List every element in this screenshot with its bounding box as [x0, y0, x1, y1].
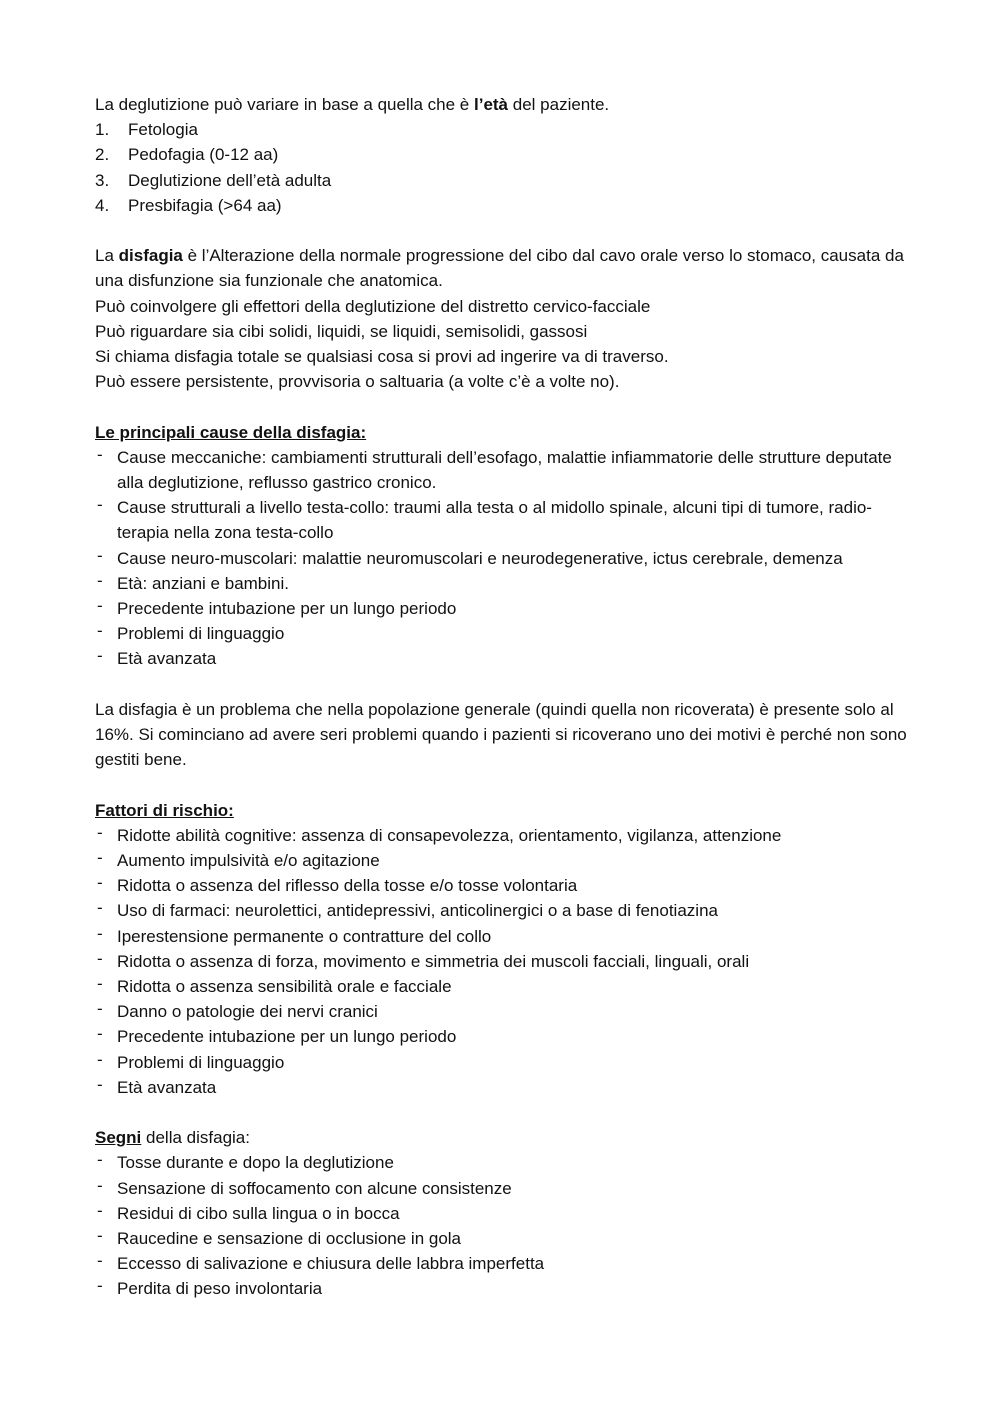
signs-heading [95, 1125, 915, 1150]
causes-list [95, 445, 915, 672]
risk-factors-heading-text: Fattori di rischio: [95, 800, 234, 820]
list-number: 4. [95, 195, 110, 215]
spacer [95, 218, 915, 243]
list-item: - Età: anziani e bambini. [95, 571, 915, 596]
list-item: - Precedente intubazione per un lungo periodo [95, 596, 915, 621]
list-item: - Problemi di linguaggio [95, 1050, 915, 1075]
spacer [95, 1100, 915, 1125]
list-item: - Problemi di linguaggio [95, 621, 915, 646]
intro-text-end: del paziente. [508, 95, 610, 114]
signs-heading-bold: Segni [95, 1128, 142, 1148]
document-page [95, 92, 915, 1302]
spacer [95, 672, 915, 697]
list-item: - Età avanzata [95, 1075, 915, 1100]
list-item: - Uso di farmaci: neurolettici, antidepressivi, anticolinergici o a base di fenotiazina [95, 898, 915, 923]
prevalence-paragraph: La disfagia è un problema che nella popolazione generale (quindi quella non ricoverata) è presente solo al 16%. Si cominciano ad avere seri problemi quando i pazienti si ricoverano uno dei motivi è perché non sono gestiti bene. [95, 699, 907, 770]
list-item-text: Presbifagia (>64 aa) [128, 195, 282, 215]
list-item-text: Fetologia [128, 120, 198, 140]
list-item: - Eccesso di salivazione e chiusura delle labbra imperfetta [95, 1251, 915, 1276]
causes-heading [95, 420, 915, 445]
risk-factors-list [95, 823, 915, 1100]
list-item: - Precedente intubazione per un lungo periodo [95, 1024, 915, 1049]
definition-line: Si chiama disfagia totale se qualsiasi cosa si provi ad ingerire va di traverso. [95, 347, 669, 367]
causes-heading-text: Le principali cause della disfagia: [95, 422, 367, 442]
list-item: - Ridotta o assenza di forza, movimento e simmetria dei muscoli facciali, linguali, orali [95, 949, 915, 974]
age-list [95, 117, 915, 218]
spacer [95, 772, 915, 797]
intro-text: La deglutizione può variare in base a quella che è [95, 95, 474, 114]
definition-line: Può essere persistente, provvisoria o saltuaria (a volte c’è a volte no). [95, 372, 620, 392]
list-item [95, 193, 915, 218]
definition-line: Può riguardare sia cibi solidi, liquidi, se liquidi, semisolidi, gassosi [95, 321, 588, 341]
list-item [95, 142, 915, 167]
list-item: - Ridotta o assenza del riflesso della tosse e/o tosse volontaria [95, 873, 915, 898]
intro-paragraph [95, 92, 915, 117]
list-item [95, 168, 915, 193]
definition-line: Può coinvolgere gli effettori della deglutizione del distretto cervico-facciale [95, 296, 651, 316]
definition-text: La [95, 246, 119, 266]
list-item [95, 117, 915, 142]
list-item: - Aumento impulsività e/o agitazione [95, 848, 915, 873]
list-item: - Ridotte abilità cognitive: assenza di consapevolezza, orientamento, vigilanza, attenzione [95, 823, 915, 848]
list-item-text: Pedofagia (0-12 aa) [128, 145, 279, 165]
list-item: - Cause strutturali a livello testa-collo: traumi alla testa o al midollo spinale, alcuni tipi di tumore, radio-terapia nella zona testa-collo [95, 495, 915, 545]
definition-text-end: è l’Alterazione della normale progressione del cibo dal cavo orale verso lo stomaco, causata da una disfunzione sia funzionale che anatomica. [95, 246, 904, 291]
list-item: - Ridotta o assenza sensibilità orale e facciale [95, 974, 915, 999]
list-number: 2. [95, 145, 110, 165]
list-item: - Danno o patologie dei nervi cranici [95, 999, 915, 1024]
definition-bold-term: disfagia [118, 246, 183, 266]
list-number: 1. [95, 120, 110, 140]
list-item-text: Deglutizione dell’età adulta [128, 170, 332, 190]
list-item: - Cause neuro-muscolari: malattie neuromuscolari e neurodegenerative, ictus cerebrale, demenza [95, 546, 915, 571]
list-item: - Sensazione di soffocamento con alcune consistenze [95, 1176, 915, 1201]
list-item: - Cause meccaniche: cambiamenti strutturali dell’esofago, malattie infiammatorie delle strutture deputate alla deglutizione, reflusso gastrico cronico. [95, 445, 915, 495]
list-item: - Perdita di peso involontaria [95, 1276, 915, 1301]
spacer [95, 394, 915, 419]
list-item: - Raucedine e sensazione di occlusione in gola [95, 1226, 915, 1251]
intro-bold-term: l’età [474, 95, 509, 114]
list-item: - Tosse durante e dopo la deglutizione [95, 1150, 915, 1175]
list-item: - Residui di cibo sulla lingua o in bocca [95, 1201, 915, 1226]
signs-heading-rest: della disfagia: [141, 1128, 250, 1148]
definition-paragraph [95, 243, 915, 293]
signs-list [95, 1150, 915, 1301]
list-item: - Età avanzata [95, 646, 915, 671]
list-item: - Iperestensione permanente o contratture del collo [95, 924, 915, 949]
risk-factors-heading [95, 798, 915, 823]
list-number: 3. [95, 170, 110, 190]
